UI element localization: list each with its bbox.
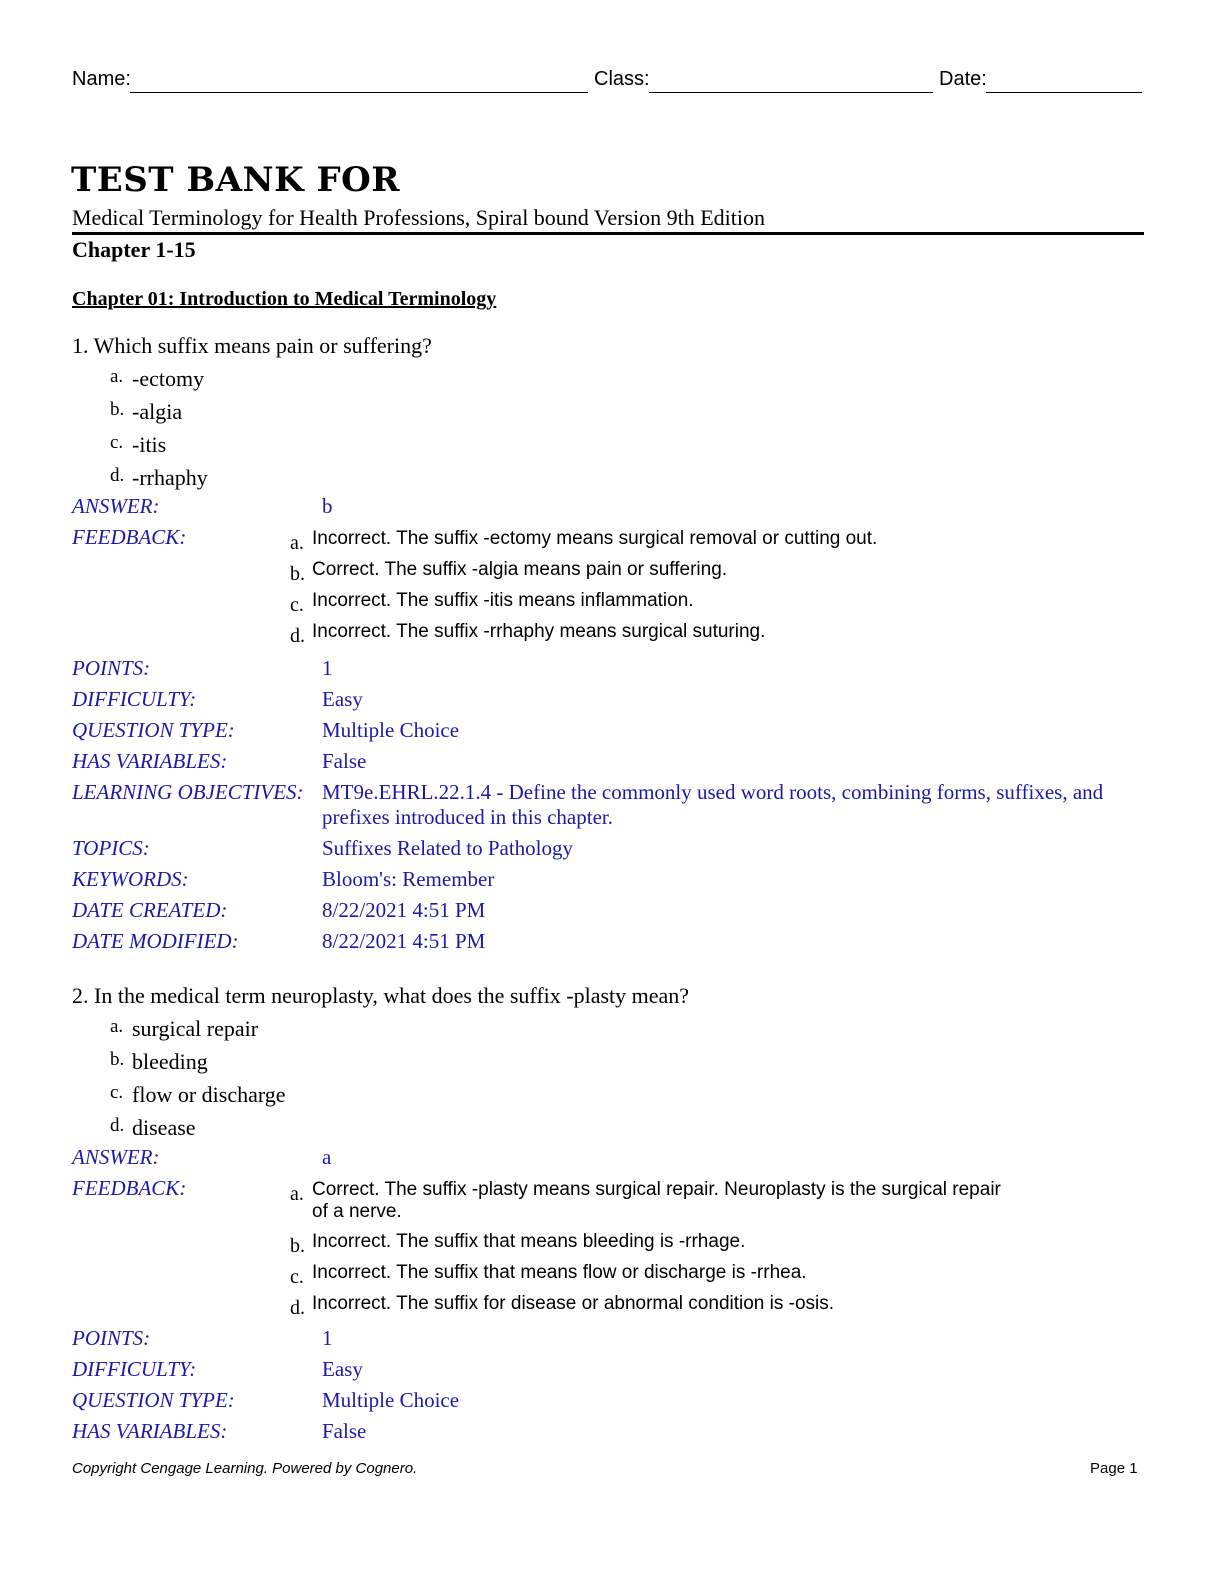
topics-row bbox=[72, 836, 1152, 867]
date-modified-label: DATE MODIFIED: bbox=[72, 929, 239, 953]
question-stem: 2. In the medical term neuroplasty, what does the suffix -plasty mean? bbox=[72, 983, 690, 1008]
has-variables-row bbox=[72, 749, 1152, 780]
date-label: Date: bbox=[939, 68, 987, 90]
feedback-letter: c. bbox=[290, 594, 304, 616]
choice-text: -itis bbox=[132, 432, 167, 457]
question-2 bbox=[72, 980, 1152, 1144]
date-created-row bbox=[72, 898, 1152, 929]
feedback-letter: d. bbox=[290, 625, 305, 647]
feedback-letter: b. bbox=[290, 563, 305, 585]
choice-text: -rrhaphy bbox=[132, 465, 208, 490]
choice-a bbox=[72, 362, 1152, 395]
points-value: 1 bbox=[322, 1326, 333, 1350]
points-value: 1 bbox=[322, 656, 333, 680]
choice-letter: c. bbox=[110, 1082, 124, 1103]
difficulty-value: Easy bbox=[322, 1357, 363, 1381]
difficulty-value: Easy bbox=[322, 687, 363, 711]
question-type-label: QUESTION TYPE: bbox=[72, 718, 235, 742]
feedback-text: Incorrect. The suffix -rrhaphy means surgical suturing. bbox=[312, 621, 766, 642]
page-number: Page 1 bbox=[1090, 1460, 1138, 1477]
chapter-range: Chapter 1-15 bbox=[72, 237, 196, 262]
feedback-letter: a. bbox=[290, 1183, 304, 1205]
student-info-header bbox=[72, 68, 1142, 98]
has-variables-row bbox=[72, 1419, 1152, 1450]
difficulty-row bbox=[72, 687, 1152, 718]
keywords-value: Bloom's: Remember bbox=[322, 867, 495, 891]
class-label: Class: bbox=[594, 68, 650, 90]
points-label: POINTS: bbox=[72, 1326, 151, 1350]
topics-value: Suffixes Related to Pathology bbox=[322, 836, 574, 860]
choice-text: flow or discharge bbox=[132, 1082, 286, 1107]
feedback-label: FEEDBACK: bbox=[72, 525, 187, 549]
choice-letter: c. bbox=[110, 432, 124, 453]
topics-label: TOPICS: bbox=[72, 836, 150, 860]
difficulty-label: DIFFICULTY: bbox=[72, 1357, 197, 1381]
feedback-text: Incorrect. The suffix that means bleeding is -rrhage. bbox=[312, 1231, 746, 1252]
learning-objectives-row bbox=[72, 780, 1152, 836]
question-stem: 1. Which suffix means pain or suffering? bbox=[72, 333, 432, 358]
feedback-text: Incorrect. The suffix for disease or abnormal condition is -osis. bbox=[312, 1293, 835, 1314]
learning-objectives-value: MT9e.EHRL.22.1.4 - Define the commonly used word roots, combining forms, suffixes, and prefixes introduced in this chapter. bbox=[322, 780, 1104, 829]
feedback-label: FEEDBACK: bbox=[72, 1176, 187, 1200]
answer-row bbox=[72, 1145, 1152, 1176]
choice-d bbox=[72, 1111, 1152, 1144]
question-type-value: Multiple Choice bbox=[322, 1388, 460, 1412]
feedback-letter: b. bbox=[290, 1235, 305, 1257]
answer-label: ANSWER: bbox=[72, 494, 160, 518]
choice-text: surgical repair bbox=[132, 1016, 259, 1041]
has-variables-label: HAS VARIABLES: bbox=[72, 1419, 228, 1443]
has-variables-value: False bbox=[322, 749, 367, 773]
feedback-text: Incorrect. The suffix that means flow or discharge is -rrhea. bbox=[312, 1262, 807, 1283]
has-variables-label: HAS VARIABLES: bbox=[72, 749, 228, 773]
title-divider bbox=[72, 232, 1144, 235]
choice-text: bleeding bbox=[132, 1049, 208, 1074]
choice-a bbox=[72, 1012, 1152, 1045]
choice-c bbox=[72, 1078, 1152, 1111]
feedback-letter: a. bbox=[290, 532, 304, 554]
choice-text: -ectomy bbox=[132, 366, 205, 391]
choice-letter: a. bbox=[110, 366, 124, 387]
date-modified-row bbox=[72, 929, 1152, 960]
choice-b bbox=[72, 395, 1152, 428]
document-title: TEST BANK FOR bbox=[71, 160, 401, 200]
answer-row bbox=[72, 494, 1152, 525]
points-row bbox=[72, 1326, 1152, 1357]
choice-letter: d. bbox=[110, 1115, 125, 1136]
keywords-label: KEYWORDS: bbox=[72, 867, 189, 891]
question-type-row bbox=[72, 718, 1152, 749]
difficulty-row bbox=[72, 1357, 1152, 1388]
copyright-footer: Copyright Cengage Learning. Powered by Cognero. bbox=[72, 1460, 418, 1477]
question-1 bbox=[72, 330, 1152, 494]
points-label: POINTS: bbox=[72, 656, 151, 680]
points-row bbox=[72, 656, 1152, 687]
date-blank[interactable] bbox=[986, 92, 1142, 93]
answer-label: ANSWER: bbox=[72, 1145, 160, 1169]
document-subtitle: Medical Terminology for Health Professions, Spiral bound Version 9th Edition bbox=[72, 205, 766, 230]
learning-objectives-label: LEARNING OBJECTIVES: bbox=[72, 780, 304, 804]
feedback-letter: d. bbox=[290, 1297, 305, 1319]
choice-letter: a. bbox=[110, 1016, 124, 1037]
choice-d bbox=[72, 461, 1152, 494]
choice-letter: d. bbox=[110, 465, 125, 486]
date-created-label: DATE CREATED: bbox=[72, 898, 228, 922]
choice-b bbox=[72, 1045, 1152, 1078]
choice-letter: b. bbox=[110, 1049, 125, 1070]
feedback-text: Incorrect. The suffix -ectomy means surgical removal or cutting out. bbox=[312, 528, 878, 549]
choice-text: disease bbox=[132, 1115, 196, 1140]
name-label: Name: bbox=[72, 68, 131, 90]
feedback-text: Correct. The suffix -algia means pain or suffering. bbox=[312, 559, 728, 580]
chapter-heading: Chapter 01: Introduction to Medical Terminology bbox=[72, 288, 497, 310]
name-blank[interactable] bbox=[130, 92, 588, 93]
feedback-text: Correct. The suffix -plasty means surgical repair. Neuroplasty is the surgical repair of a nerve. bbox=[312, 1179, 1001, 1222]
answer-value: b bbox=[322, 494, 333, 518]
question-type-label: QUESTION TYPE: bbox=[72, 1388, 235, 1412]
choice-c bbox=[72, 428, 1152, 461]
question-type-row bbox=[72, 1388, 1152, 1419]
choice-letter: b. bbox=[110, 399, 125, 420]
feedback-text: Incorrect. The suffix -itis means inflammation. bbox=[312, 590, 694, 611]
answer-value: a bbox=[322, 1145, 332, 1169]
choice-text: -algia bbox=[132, 399, 183, 424]
feedback-letter: c. bbox=[290, 1266, 304, 1288]
class-blank[interactable] bbox=[649, 92, 933, 93]
question-type-value: Multiple Choice bbox=[322, 718, 460, 742]
has-variables-value: False bbox=[322, 1419, 367, 1443]
date-created-value: 8/22/2021 4:51 PM bbox=[322, 898, 486, 922]
date-modified-value: 8/22/2021 4:51 PM bbox=[322, 929, 486, 953]
keywords-row bbox=[72, 867, 1152, 898]
difficulty-label: DIFFICULTY: bbox=[72, 687, 197, 711]
